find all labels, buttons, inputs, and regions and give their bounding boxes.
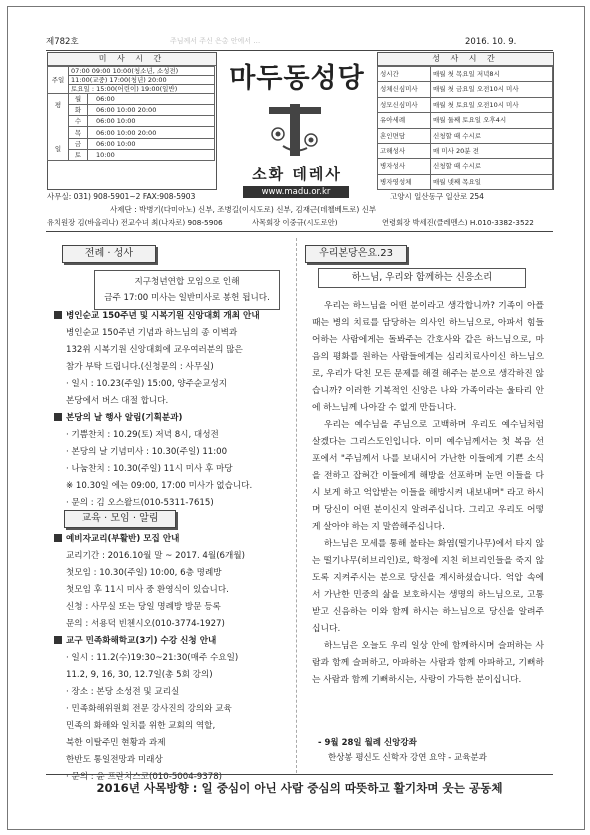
notice-item-text: 북한 이탈주민 현황과 과제: [66, 738, 166, 748]
footer-rule: [46, 774, 553, 775]
sacrament-value: 매월 첫 토요일 오전10시 미사: [431, 97, 553, 112]
notice-item: [54, 410, 182, 426]
notice-line: 금주 17:00 미사는 일반미사로 봉헌 됩니다.: [104, 293, 270, 303]
notice-item: [66, 495, 214, 511]
notice-item-text: · 기쁨찬치 : 10.29(토) 저녁 8시, 대성전: [66, 430, 219, 440]
notice-item: [66, 582, 229, 598]
notice-item-text: · 나눔찬치 : 10.30(주일) 11시 미사 후 마당: [66, 464, 233, 474]
notice-item-text: 병인순교 150주년 기념과 하느님의 종 이벽과: [66, 328, 238, 338]
sacrament-value: 매월 둘째 토요일 오후4시: [431, 113, 553, 128]
section-education-tag: 교육 · 모임 · 알림: [64, 510, 176, 528]
notice-item: [66, 718, 215, 734]
notice-item-text: 11.2, 9, 16, 30, 12.7일(총 5회 강의): [66, 670, 213, 680]
sacrament-name: 유아세례: [378, 113, 431, 128]
notice-item-text: 참가 부탁 드립니다.(신청문의 : 사무실): [66, 362, 214, 372]
notice-item: [66, 752, 163, 768]
notice-item: [66, 701, 232, 717]
notice-item: [66, 393, 168, 409]
notice-item: [66, 444, 227, 460]
pastoral-motto: 2016년 사목방향 : 일 중심이 아닌 사람 중심의 따뜻하고 활기차며 웃는 공동체: [96, 781, 503, 795]
column-divider: [296, 238, 298, 773]
mass-schedule-title: 미 사 시 간: [48, 53, 216, 66]
notice-item: [66, 478, 252, 494]
weekday-day: 수: [69, 116, 88, 127]
sacrament-value: 매월 첫 목요일 저녁8시: [431, 67, 553, 82]
notice-item-text: 문의 : 서용덕 빈첸시오(010-3774-1927): [66, 619, 225, 629]
parish-logo-icon: [265, 100, 325, 160]
website-link[interactable]: www.madu.or.kr: [243, 186, 349, 198]
section-liturgy-tag: 전례 · 성사: [62, 245, 156, 263]
faint-note: 주님께서 주신 은총 안에서 …: [170, 37, 261, 45]
weekday-times: 06:00 10:00: [88, 116, 215, 127]
notice-item-text: · 본당의 날 기념미사 : 10.30(주일) 11:00: [66, 447, 228, 457]
notice-item: [66, 667, 213, 683]
notice-item: [66, 325, 237, 341]
notice-item-text: 교구 민족화해학교(3기) 수강 신청 안내: [66, 636, 217, 646]
notice-box: [94, 270, 280, 310]
sacrament-schedule-title: 성 사 시 간: [378, 53, 553, 66]
notice-item-text: · 민족화해위원회 전문 강사진의 강의와 교육: [66, 704, 232, 714]
sacrament-value: 매월 넷째 목요일: [431, 174, 553, 189]
chairman-info: 연령회장 박세진(클레멘스) H.010-3382-3522: [382, 218, 534, 227]
notice-item-text: 첫모임 후 11시 미사 중 환영식이 있습니다.: [66, 585, 229, 595]
notice-item-text: · 일시 : 11.2(수)19:30~21:30(매주 수요일): [66, 653, 239, 663]
sacrament-name: 혼인면담: [378, 128, 431, 143]
weekday-times: 10:00: [88, 149, 215, 160]
weekday-label: 평 일: [48, 94, 69, 161]
parish-address: 고양시 일산동구 일산로 254: [390, 192, 484, 201]
weekday-day: 목: [69, 127, 88, 138]
weekday-day: 토: [69, 149, 88, 160]
notice-item-text: 한반도 통일전망과 미래상: [66, 755, 163, 765]
mass-schedule: [47, 52, 217, 190]
sunday-row: 11:00(교중) 17:00(청년) 20:00: [69, 76, 215, 85]
article-footer: 한상봉 평신도 신학자 강연 요약 - 교육분과: [328, 753, 487, 763]
weekday-times: 06:00: [88, 94, 215, 105]
priest-staff: 사제단 : 박병기(다미아노) 신부, 조병길(이시도로) 신부, 김재근(데첼베트로) 신부: [110, 205, 377, 214]
notice-item: [54, 308, 260, 324]
sacrament-name: 성모신심미사: [378, 97, 431, 112]
notice-item-text: 첫모임 : 10.30(주일) 10:00, 6층 명례방: [66, 568, 222, 578]
sacrament-name: 성체신심미사: [378, 82, 431, 97]
notice-item-text: 132위 시복기원 신앙대회에 교우여러분의 많은: [66, 345, 243, 355]
notice-item-text: 예비자교리(부활반) 모집 안내: [66, 534, 180, 544]
notice-item: [66, 650, 238, 666]
sacrament-value: 신청할 때 수시로: [431, 159, 553, 174]
weekday-times: 06:00 10:00 20:00: [88, 105, 215, 116]
sacrament-value: 신청할 때 수시로: [431, 128, 553, 143]
sunday-label: 주일: [48, 67, 69, 94]
notice-item-text: · 문의 : 윤 프란치스코(010-5004-9378): [66, 772, 223, 782]
square-bullet-icon: [54, 311, 62, 319]
sacrament-value: 매월 첫 금요일 오전10시 미사: [431, 82, 553, 97]
header-rule: [46, 50, 553, 51]
notice-item-text: 본당에서 버스 대절 합니다.: [66, 396, 169, 406]
kindergarten-info: 유치원장 김(바올리나) 전교수녀 최(나자로) 908-5906: [47, 218, 223, 227]
notice-item: [66, 565, 222, 581]
notice-item: [66, 548, 245, 564]
notice-item: [66, 684, 179, 700]
weekday-day: 금: [69, 138, 88, 149]
weekday-times: 06:00 10:00 20:00: [88, 127, 215, 138]
sunday-row: 07:00 09:00 10:00(청소년, 소성전): [69, 67, 215, 76]
notice-item: [66, 342, 243, 358]
notice-item: [66, 599, 221, 615]
square-bullet-icon: [54, 413, 62, 421]
sacrament-name: 고해성사: [378, 144, 431, 159]
notice-item-text: 본당의 날 행사 알림(기획분과): [66, 413, 183, 423]
square-bullet-icon: [54, 636, 62, 644]
notice-item: [54, 531, 179, 547]
sacrament-name: 성시간: [378, 67, 431, 82]
office-contacts: 사무실: 031) 908-5901~2 FAX:908-5903: [47, 192, 196, 201]
notice-item: [66, 616, 225, 632]
notice-item-text: 교리기간 : 2016.10월 말 ~ 2017. 4월(6개월): [66, 551, 245, 561]
notice-item: [66, 735, 166, 751]
notice-item-text: 신청 : 사무실 또는 당일 명례방 방문 등록: [66, 602, 221, 612]
sacrament-value: 매 미사 20분 전: [431, 144, 553, 159]
notice-item: [66, 461, 233, 477]
article-paragraph: 하느님은 오늘도 우리 일상 안에 함께하시며 슬퍼하는 사람과 함께 슬퍼하고, 아파하는 사람과 함께 아파하고, 기뻐하는 사람과 함께 기뻐하시는, 사랑이 가득한 분이십니다.: [312, 641, 544, 685]
article-footer: - 9월 28일 월례 신앙강좌: [318, 738, 417, 748]
parish-subtitle: 소화 데레사: [252, 165, 342, 183]
sacrament-name: 병자영성체: [378, 174, 431, 189]
notice-item-text: 병인순교 150주년 및 시복기원 신앙대회 개최 안내: [66, 311, 260, 321]
sacrament-name: 병자성사: [378, 159, 431, 174]
notice-item-text: 민족의 화해와 일치를 위한 교회의 역할,: [66, 721, 216, 731]
weekday-day: 월: [69, 94, 88, 105]
article-paragraph: 우리는 하느님을 어떤 분이라고 생각합니까? 기족이 아플 때는 병의 치료를 담당하는 의사인 하느님으로, 아파서 힘들어하는 사람에게는 돌봐주는 간호사와 같은 하느님으로, 마음의 평화를 원하는 사람들에게는 심리치료사이신 하느님으로, 우리가 닥친 모든 문제를 해결 해주는 분으로 생각하진 않습니까? 이러한 기복적인 신앙은 나와 가족이라는 울타리 안에 하느님께 나아갈 수 없게 만듭니다.: [312, 301, 544, 413]
notice-item-text: · 장소 : 본당 소성전 및 교리실: [66, 687, 180, 697]
sacrament-schedule: [377, 52, 554, 190]
parish-title: 마두동성당: [229, 63, 365, 94]
weekday-times: 06:00 10:00: [88, 138, 215, 149]
header-bottom-rule: [46, 231, 553, 232]
article-body: [312, 298, 544, 689]
notice-line: 지구청년연합 모임으로 인해: [134, 277, 240, 287]
notice-item-text: · 일시 : 10.23(주일) 15:00, 양주순교성지: [66, 379, 228, 389]
article-paragraph: 우리는 예수님을 주님으로 고백하며 우리도 예수님처럼 살겠다는 그리스도인입니다. 이미 예수님께서는 첫 복음 선포에서 "주님께서 나를 보내시어 가난한 이들에게 기쁜 소식을 전하고 잡혀간 이들에게 해방을 선포하며 눈먼 이들을 다시 보게 하고 억압받는 이들을 해방시켜 내보내며" 라고 하시며 당신이 어떤 분이신지 알려주십니다. 그리고 우리도 어떻게 살아야 하는 지 말씀해주십니다.: [312, 420, 544, 532]
square-bullet-icon: [54, 534, 62, 542]
notice-item: [54, 633, 216, 649]
weekday-day: 화: [69, 105, 88, 116]
council-info: 사목회장 이중규(시도로안): [252, 218, 338, 227]
issue-number: 제782호: [46, 37, 79, 47]
saturday-row: 토요일 : 15:00(어린이) 19:00(일반): [69, 85, 215, 94]
notice-item-text: · 문의 : 김 오스왈드(010-5311-7615): [66, 498, 214, 508]
notice-item-text: ※ 10.30일 에는 09:00, 17:00 미사가 없습니다.: [66, 481, 253, 491]
issue-date: 2016. 10. 9.: [465, 37, 517, 47]
notice-item: [66, 359, 214, 375]
notice-item: [66, 427, 219, 443]
section-parish-tag: 우리본당은요.23: [305, 245, 407, 263]
notice-item: [66, 376, 227, 392]
article-subtitle: 하느님, 우리와 함께하는 신응소리: [318, 268, 526, 288]
article-paragraph: 하느님은 모세를 통해 불타는 화염(떨기나무)에서 타지 않는 떨기나무(히브리인)로, 학정에 지친 히브리인들을 죽지 않도록 지켜주시는 분으로 당신을 계시하셨습니다. 억압 속에서 가난한 민중의 삶을 보호하시는 생명의 하느님으로, 고통받고 신음하는 이와 함께 하시는 하느님으로 당신을 알려주십니다.: [312, 539, 544, 634]
